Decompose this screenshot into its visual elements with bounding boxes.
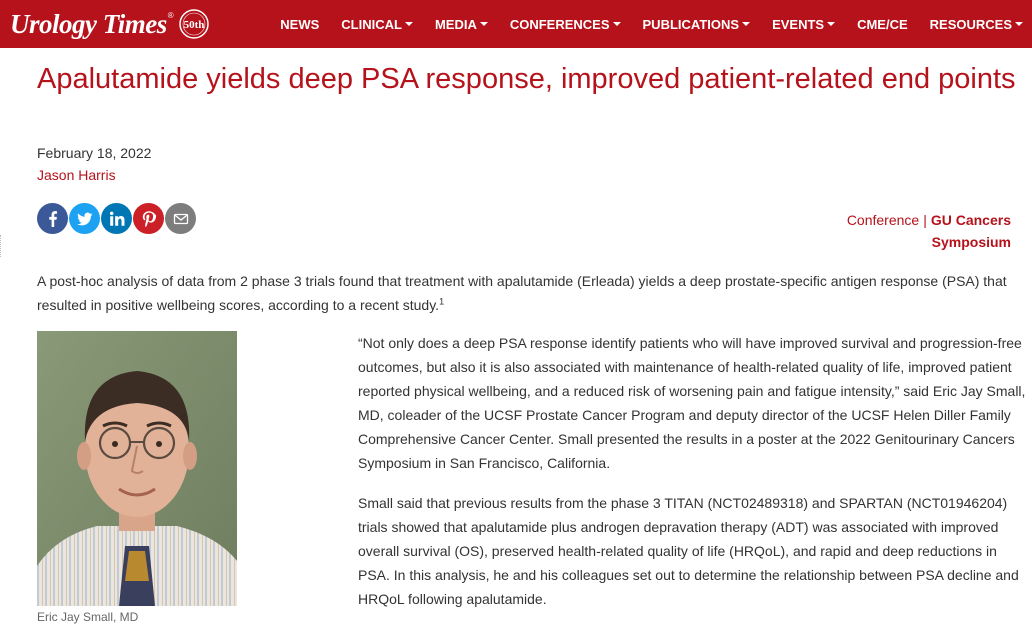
article-paragraph: Small said that previous results from the phase 3 TITAN (NCT02489318) and SPARTAN (NCT01946204) trials showed that apalutamide plus androgen depravation therapy (ADT) was associated with improved overall survival (OS), preserved health-related quality of life (HRQoL), and rapid and deep reductions in PSA. In this analysis, he and his colleagues set out to determine the relationship between PSA decline and HRQoL following apalutamide. bbox=[358, 495, 1019, 607]
nav-item-events[interactable] bbox=[772, 17, 835, 32]
nav-item-label: MEDIA bbox=[434, 16, 477, 32]
caret-down-icon bbox=[405, 22, 413, 26]
twitter-icon bbox=[77, 211, 93, 227]
anniversary-badge-text: 50th bbox=[183, 19, 205, 31]
nav-item-conferences[interactable] bbox=[510, 17, 621, 32]
caret-down-icon bbox=[742, 22, 750, 26]
share-facebook-button[interactable] bbox=[37, 203, 68, 234]
side-divider bbox=[0, 235, 3, 257]
portrait-image bbox=[37, 331, 237, 606]
share-buttons bbox=[37, 203, 197, 234]
article-tags bbox=[811, 209, 1011, 253]
facebook-icon bbox=[45, 211, 61, 227]
caret-down-icon bbox=[1015, 22, 1023, 26]
linkedin-icon bbox=[109, 211, 125, 227]
site-logo[interactable] bbox=[10, 7, 210, 41]
logo-registered-mark: ® bbox=[167, 11, 174, 20]
tag-separator: | bbox=[923, 212, 927, 228]
tag-topic-link[interactable]: GU Cancers Symposium bbox=[930, 212, 1011, 250]
envelope-icon bbox=[173, 211, 189, 227]
main-nav bbox=[258, 0, 1023, 48]
anniversary-badge-icon bbox=[178, 8, 210, 40]
share-email-button[interactable] bbox=[165, 203, 196, 234]
lede-reference[interactable]: 1 bbox=[439, 296, 445, 307]
caret-down-icon bbox=[480, 22, 488, 26]
share-pinterest-button[interactable] bbox=[133, 203, 164, 234]
article-title: Apalutamide yields deep PSA response, improved patient-related end points bbox=[37, 63, 1016, 95]
author-photo bbox=[37, 331, 237, 606]
photo-caption: Eric Jay Small, MD bbox=[37, 610, 139, 624]
nav-item-clinical[interactable] bbox=[341, 17, 413, 32]
top-navbar bbox=[0, 0, 1032, 48]
article-paragraph: “Not only does a deep PSA response identify patients who will have improved survival and progression-free outcomes, but also it is also associated with maintenance of health-related quality of life, improved patient reported physical wellbeing, and a reduced risk of worsening pain and fatigue intensity,” said Eric Jay Small, MD, coleader of the UCSF Prostate Cancer Program and deputy director of the UCSF Helen Diller Family Comprehensive Cancer Center. Small presented the results in a poster at the 2022 Genitourinary Cancers Symposium in San Francisco, California. bbox=[358, 335, 1026, 471]
nav-item-media[interactable] bbox=[435, 17, 488, 32]
caret-down-icon bbox=[613, 22, 621, 26]
nav-item-cme-ce[interactable] bbox=[857, 17, 908, 32]
nav-item-publications[interactable] bbox=[643, 17, 751, 32]
share-linkedin-button[interactable] bbox=[101, 203, 132, 234]
share-twitter-button[interactable] bbox=[69, 203, 100, 234]
caret-down-icon bbox=[827, 22, 835, 26]
nav-item-label: EVENTS bbox=[772, 16, 825, 32]
nav-item-label: NEWS bbox=[280, 16, 320, 32]
nav-item-label: CLINICAL bbox=[341, 16, 402, 32]
nav-item-label: PUBLICATIONS bbox=[642, 16, 740, 32]
tag-category-link[interactable]: Conference bbox=[846, 212, 920, 228]
article-author-link[interactable]: Jason Harris bbox=[37, 167, 116, 183]
nav-item-news[interactable] bbox=[280, 17, 319, 32]
nav-item-label: CME/CE bbox=[857, 16, 908, 32]
nav-item-resources[interactable] bbox=[930, 17, 1023, 32]
logo-text: Urology Times bbox=[10, 8, 167, 39]
article-date: February 18, 2022 bbox=[37, 145, 152, 161]
article-lede bbox=[37, 269, 1017, 317]
lede-text: A post-hoc analysis of data from 2 phase 3 trials found that treatment with apalutamide (Erleada) yields a deep prostate-specific antigen response (PSA) that resulted in positive wellbeing scores, according to a recent study. bbox=[37, 273, 1007, 313]
nav-item-label: CONFERENCES bbox=[509, 16, 610, 32]
pinterest-icon bbox=[141, 211, 157, 227]
nav-item-label: RESOURCES bbox=[929, 16, 1012, 32]
